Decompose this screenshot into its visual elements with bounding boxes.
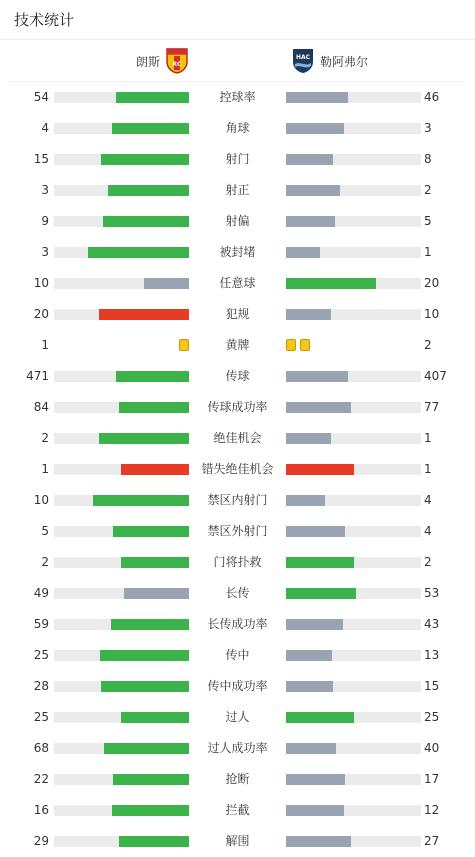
home-bar-fill: [93, 495, 189, 506]
home-value: 20: [33, 307, 49, 321]
home-value: 3: [41, 183, 49, 197]
home-bar-track: [54, 805, 189, 816]
away-bar-track: [286, 836, 421, 847]
yellow-card-icon: [300, 339, 310, 351]
home-bar-track: [54, 371, 189, 382]
home-value: 9: [41, 214, 49, 228]
away-value: 46: [424, 90, 440, 104]
home-value: 25: [33, 648, 49, 662]
home-bar-fill: [112, 805, 189, 816]
panel-title: 技术统计: [14, 11, 75, 29]
away-bar-track: [286, 247, 421, 258]
away-bar-fill: [286, 154, 333, 165]
away-bar-fill: [286, 526, 345, 537]
stats-list: [0, 82, 475, 857]
away-bar-fill: [286, 92, 348, 103]
away-bar-fill: [286, 495, 325, 506]
yellow-card-icon: [179, 339, 189, 351]
home-bar-track: [54, 619, 189, 630]
stat-row: [0, 516, 475, 547]
away-bar-track: [286, 402, 421, 413]
away-value: 2: [424, 555, 432, 569]
away-bar-track: [286, 743, 421, 754]
home-value: 10: [33, 493, 49, 507]
teams-header: [0, 40, 475, 82]
stat-row: [0, 640, 475, 671]
stat-label: 禁区外射门: [207, 524, 268, 538]
away-bar-fill: [286, 619, 343, 630]
away-bar-fill: [286, 278, 376, 289]
away-value: 5: [424, 214, 432, 228]
away-value: 1: [424, 462, 432, 476]
away-bar-fill: [286, 185, 340, 196]
home-bar-fill: [144, 278, 189, 289]
home-bar-fill: [116, 371, 189, 382]
home-bar-track: [54, 433, 189, 444]
away-value: 12: [424, 803, 440, 817]
away-value: 27: [424, 834, 440, 848]
away-value: 4: [424, 524, 432, 538]
away-bar-fill: [286, 402, 351, 413]
home-value: 10: [33, 276, 49, 290]
away-value: 1: [424, 245, 432, 259]
away-bar-fill: [286, 309, 331, 320]
away-value: 15: [424, 679, 440, 693]
away-value: 77: [424, 400, 440, 414]
stat-label: 抢断: [225, 772, 250, 786]
stat-row: [0, 330, 475, 361]
home-value: 2: [41, 555, 49, 569]
stat-label: 拦截: [225, 803, 250, 817]
stat-row: [0, 268, 475, 299]
away-value: 3: [424, 121, 432, 135]
stat-label: 犯规: [225, 307, 250, 321]
home-bar-track: [54, 743, 189, 754]
home-value: 68: [33, 741, 49, 755]
stat-row: [0, 733, 475, 764]
stat-label: 射正: [225, 183, 250, 197]
away-bar-fill: [286, 371, 348, 382]
home-bar-track: [54, 185, 189, 196]
stat-row: [0, 454, 475, 485]
home-bar-fill: [121, 712, 189, 723]
stat-label: 传球: [225, 369, 250, 383]
home-bar-track: [54, 495, 189, 506]
away-bar-track: [286, 805, 421, 816]
away-bar-track: [286, 154, 421, 165]
home-bar-fill: [88, 247, 189, 258]
home-team-name: 朗斯: [135, 54, 160, 69]
home-value: 2: [41, 431, 49, 445]
stat-row: [0, 671, 475, 702]
away-value: 43: [424, 617, 440, 631]
away-bar-track: [286, 92, 421, 103]
home-bar-track: [54, 836, 189, 847]
stat-row: [0, 237, 475, 268]
home-bar-fill: [121, 557, 189, 568]
away-bar-fill: [286, 433, 331, 444]
home-bar-fill: [119, 836, 189, 847]
away-value: 8: [424, 152, 432, 166]
away-bar-fill: [286, 774, 345, 785]
away-value: 53: [424, 586, 440, 600]
home-value: 471: [26, 369, 49, 383]
away-bar-track: [286, 495, 421, 506]
stat-row: [0, 299, 475, 330]
home-bar-fill: [116, 92, 189, 103]
away-bar-fill: [286, 123, 344, 134]
away-bar-fill: [286, 681, 333, 692]
stat-label: 禁区内射门: [207, 493, 268, 507]
home-bar-fill: [121, 464, 189, 475]
stat-label: 门将扑救: [213, 555, 262, 569]
away-value: 1: [424, 431, 432, 445]
away-bar-track: [286, 278, 421, 289]
home-value: 84: [33, 400, 49, 414]
home-bar-track: [54, 247, 189, 258]
stat-row: [0, 609, 475, 640]
stat-label: 解围: [225, 834, 250, 848]
stat-row: [0, 113, 475, 144]
stat-row: [0, 702, 475, 733]
home-bar-track: [54, 681, 189, 692]
stat-label: 传中成功率: [207, 679, 268, 693]
away-bar-fill: [286, 650, 332, 661]
home-bar-track: [54, 309, 189, 320]
home-value: 1: [41, 462, 49, 476]
away-value: 13: [424, 648, 440, 662]
away-value: 25: [424, 710, 440, 724]
away-value: 407: [424, 369, 447, 383]
stat-label: 角球: [225, 121, 250, 135]
home-bar-track: [54, 557, 189, 568]
home-bar-fill: [103, 216, 189, 227]
home-value: 3: [41, 245, 49, 259]
home-bar-track: [54, 123, 189, 134]
away-bar-track: [286, 619, 421, 630]
stat-label: 控球率: [219, 90, 256, 104]
away-bar-fill: [286, 216, 335, 227]
away-value: 17: [424, 772, 440, 786]
away-bar-track: [286, 774, 421, 785]
stat-row: [0, 175, 475, 206]
stat-row: [0, 144, 475, 175]
home-bar-track: [54, 588, 189, 599]
home-bar-track: [54, 92, 189, 103]
away-team[interactable]: [292, 47, 368, 75]
home-bar-fill: [111, 619, 189, 630]
home-bar-track: [54, 712, 189, 723]
home-value: 28: [33, 679, 49, 693]
svg-text:RC: RC: [172, 61, 182, 68]
home-value: 54: [33, 90, 49, 104]
home-bar-fill: [119, 402, 189, 413]
stat-row: [0, 423, 475, 454]
away-bar-track: [286, 557, 421, 568]
home-bar-fill: [112, 123, 189, 134]
home-value: 15: [33, 152, 49, 166]
home-bar-fill: [99, 433, 189, 444]
away-bar-fill: [286, 557, 354, 568]
stat-label: 黄牌: [225, 338, 250, 352]
away-team-name: 勒阿弗尔: [320, 54, 369, 69]
home-value: 1: [41, 338, 49, 352]
stat-row: [0, 361, 475, 392]
away-bar-fill: [286, 247, 320, 258]
away-yellow-cards: [286, 339, 310, 352]
away-bar-track: [286, 216, 421, 227]
away-bar-fill: [286, 743, 336, 754]
home-bar-track: [54, 154, 189, 165]
home-bar-track: [54, 650, 189, 661]
away-bar-track: [286, 185, 421, 196]
home-bar-track: [54, 464, 189, 475]
lens-crest-icon: [166, 48, 188, 74]
away-value: 2: [424, 338, 432, 352]
stat-label: 长传: [225, 586, 250, 600]
home-value: 16: [33, 803, 49, 817]
away-bar-track: [286, 588, 421, 599]
stat-label: 过人: [225, 710, 250, 724]
stat-label: 传中: [225, 648, 250, 662]
away-bar-track: [286, 712, 421, 723]
away-bar-fill: [286, 805, 344, 816]
away-bar-fill: [286, 836, 351, 847]
home-bar-track: [54, 774, 189, 785]
away-value: 40: [424, 741, 440, 755]
stat-row: [0, 206, 475, 237]
home-bar-fill: [100, 650, 189, 661]
away-value: 20: [424, 276, 440, 290]
home-value: 59: [33, 617, 49, 631]
away-bar-track: [286, 650, 421, 661]
home-bar-fill: [113, 526, 189, 537]
stat-label: 射门: [225, 152, 250, 166]
home-value: 5: [41, 524, 49, 538]
home-bar-track: [54, 216, 189, 227]
home-team[interactable]: [136, 47, 188, 75]
stat-label: 传球成功率: [207, 400, 268, 414]
home-bar-fill: [104, 743, 189, 754]
away-value: 4: [424, 493, 432, 507]
home-bar-track: [54, 402, 189, 413]
yellow-card-icon: [286, 339, 296, 351]
stat-label: 任意球: [219, 276, 256, 290]
home-bar-fill: [108, 185, 189, 196]
stat-row: [0, 485, 475, 516]
stat-label: 过人成功率: [207, 741, 268, 755]
away-bar-track: [286, 371, 421, 382]
home-bar-fill: [99, 309, 189, 320]
stat-row: [0, 578, 475, 609]
home-bar-track: [54, 278, 189, 289]
stat-label: 绝佳机会: [213, 431, 262, 445]
stat-label: 错失绝佳机会: [201, 462, 274, 476]
away-bar-track: [286, 464, 421, 475]
panel-header: [0, 0, 475, 40]
away-bar-track: [286, 681, 421, 692]
away-bar-track: [286, 123, 421, 134]
stat-row: [0, 392, 475, 423]
stat-row: [0, 826, 475, 857]
le-havre-crest-icon: [292, 48, 314, 74]
home-value: 25: [33, 710, 49, 724]
stat-label: 长传成功率: [207, 617, 268, 631]
home-value: 29: [33, 834, 49, 848]
stat-row: [0, 764, 475, 795]
home-bar-fill: [101, 154, 189, 165]
away-bar-fill: [286, 712, 354, 723]
stat-row: [0, 82, 475, 113]
home-bar-fill: [113, 774, 189, 785]
away-bar-track: [286, 526, 421, 537]
home-bar-fill: [101, 681, 189, 692]
away-bar-fill: [286, 464, 354, 475]
away-value: 10: [424, 307, 440, 321]
away-bar-track: [286, 309, 421, 320]
home-bar-track: [54, 526, 189, 537]
away-bar-fill: [286, 588, 356, 599]
stat-label: 射偏: [225, 214, 250, 228]
away-value: 2: [424, 183, 432, 197]
home-yellow-cards: [179, 339, 189, 352]
home-value: 4: [41, 121, 49, 135]
stat-row: [0, 795, 475, 826]
stat-row: [0, 547, 475, 578]
home-value: 22: [33, 772, 49, 786]
stat-label: 被封堵: [219, 245, 256, 259]
home-bar-fill: [124, 588, 189, 599]
away-bar-track: [286, 433, 421, 444]
home-value: 49: [33, 586, 49, 600]
svg-text:HAC: HAC: [295, 54, 311, 61]
